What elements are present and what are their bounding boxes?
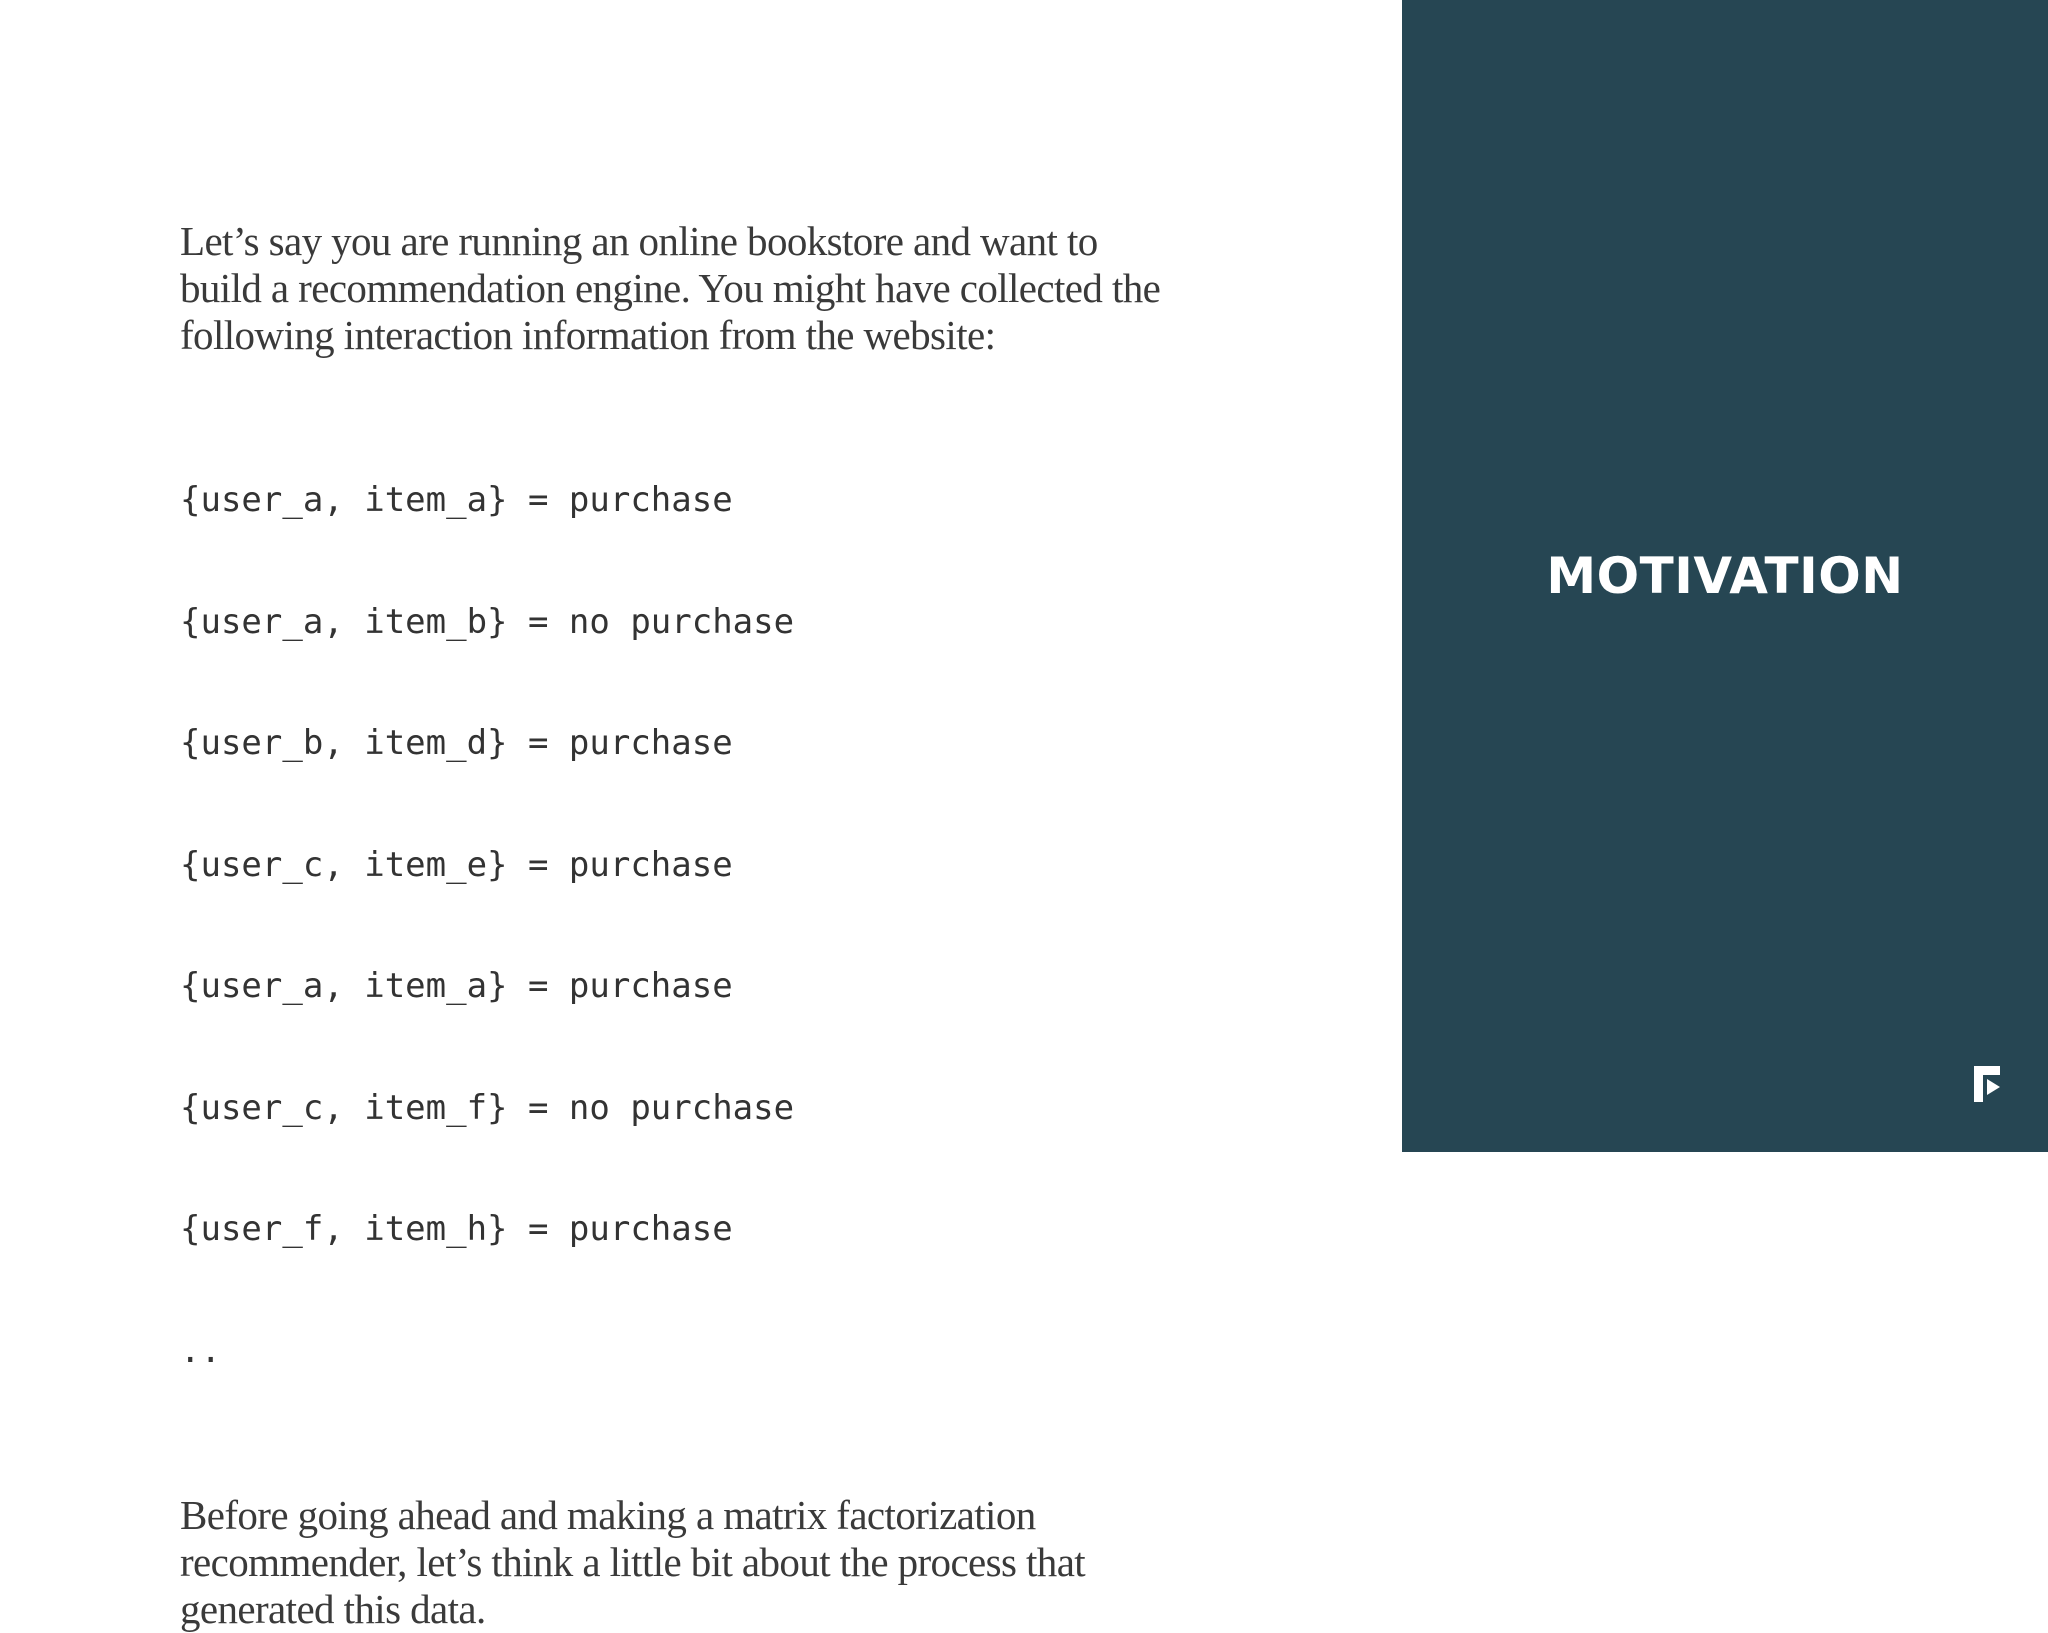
code-line: {user_a, item_b} = no purchase [180, 601, 795, 642]
code-line: {user_c, item_f} = no purchase [180, 1087, 795, 1128]
section-title: MOTIVATION [1546, 547, 1904, 605]
code-block [180, 399, 1180, 1452]
code-line: .. [180, 1330, 221, 1371]
code-line: {user_f, item_h} = purchase [180, 1209, 733, 1249]
outro-paragraph: Before going ahead and making a matrix factorization recommender, let’s think a little bit about the process that generated this data. [180, 1492, 1086, 1632]
side-panel [1402, 0, 2048, 1152]
intro-paragraph: Let’s say you are running an online bookstore and want to build a recommendation engine. You might have collected the following interaction information from the website: [180, 218, 1161, 358]
code-line: {user_a, item_a} = purchase [180, 480, 733, 520]
code-line: {user_b, item_d} = purchase [180, 723, 733, 763]
slide-content [180, 218, 1180, 1633]
code-line: {user_a, item_a} = purchase [180, 966, 733, 1006]
code-line: {user_c, item_e} = purchase [180, 844, 733, 885]
brand-f-logo-icon [1974, 1066, 2000, 1102]
